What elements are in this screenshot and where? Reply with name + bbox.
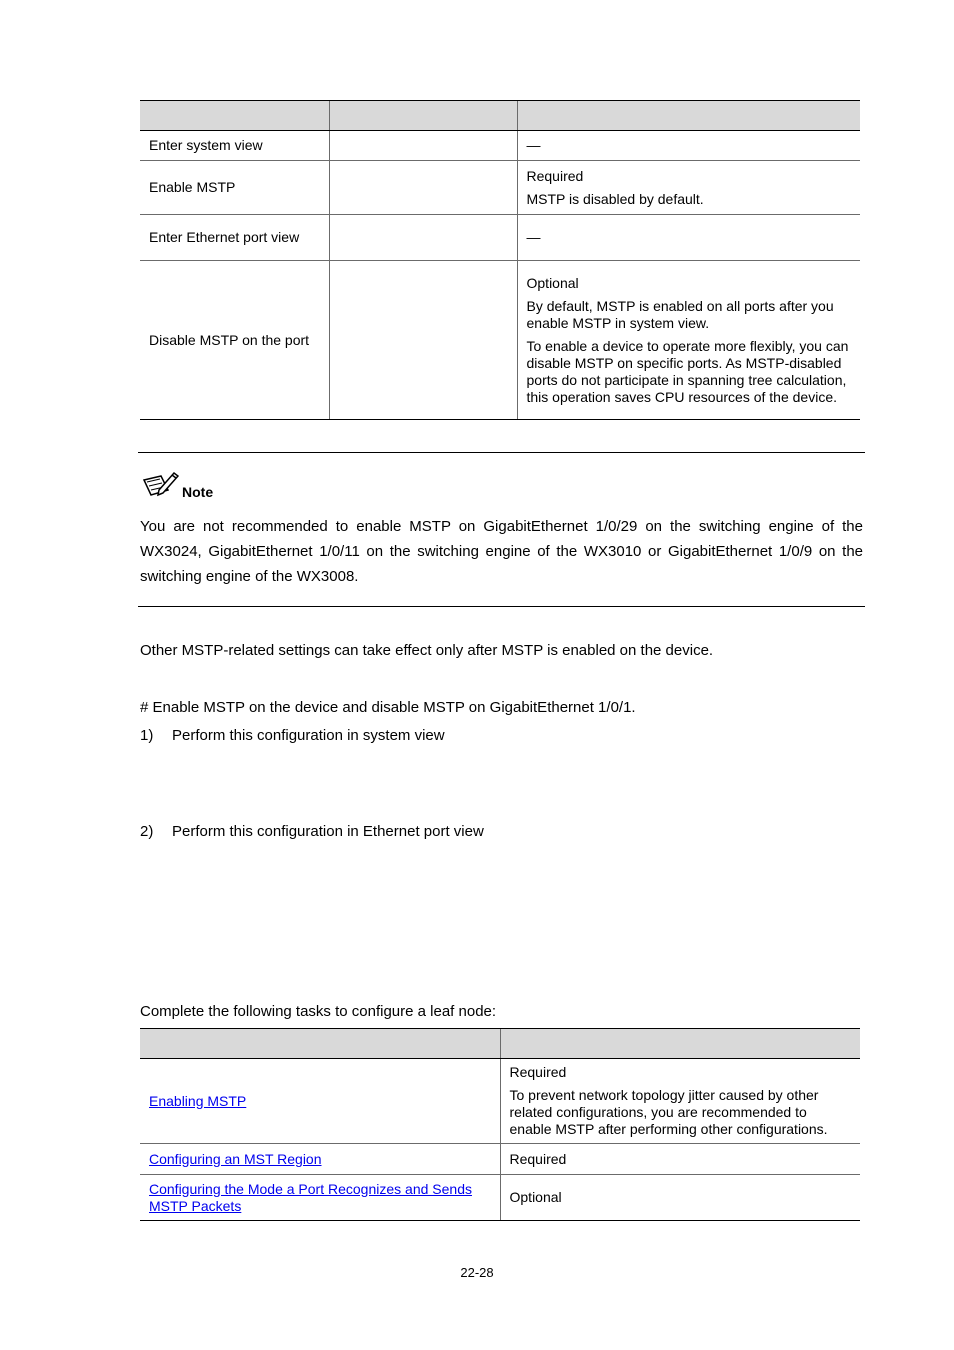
remark-text: —	[526, 229, 541, 245]
remark-text: To prevent network topology jitter caused by other related configurations, you are recommended to enable MSTP after performing other configurations.	[509, 1087, 828, 1137]
note-text: You are not recommended to enable MSTP on GigabitEthernet 1/0/29 on the switching engine of the WX3024, GigabitEthernet 1/0/11 on the switching engine of the WX3010 or GigabitEthernet 1/0/9 on the switching engine of the WX3008.	[140, 518, 863, 585]
table-row	[140, 215, 860, 261]
remark-text: To enable a device to operate more flexibly, you can disable MSTP on specific ports. As MSTP-disabled ports do not participate in spanning tree calculation, this operation saves CPU resources of the device.	[526, 337, 849, 405]
step-number: 1)	[140, 727, 154, 744]
remark-text: By default, MSTP is enabled on all ports after you enable MSTP in system view.	[526, 297, 834, 331]
operation-cell: Enable MSTP	[140, 161, 329, 215]
task-cell	[140, 1144, 500, 1175]
leaf-node-task-table	[140, 1028, 860, 1221]
note-bottom-rule	[138, 606, 865, 607]
table-header-row	[140, 101, 860, 131]
step-number: 2)	[140, 823, 154, 840]
remark-text: Required	[526, 167, 584, 184]
mstp-config-table	[140, 100, 860, 420]
remark-text: Optional	[526, 274, 579, 291]
operation-cell: Disable MSTP on the port	[140, 261, 329, 420]
remarks-cell	[517, 215, 860, 261]
header-remarks	[500, 1029, 860, 1059]
table-row	[140, 161, 860, 215]
remarks-cell	[517, 161, 860, 215]
header-command	[329, 101, 517, 131]
remarks-cell	[500, 1059, 860, 1144]
remarks-cell	[517, 261, 860, 420]
step-text: Perform this configuration in Ethernet port view	[172, 823, 484, 840]
table-header-row	[140, 1029, 860, 1059]
note-label: Note	[182, 484, 214, 500]
table-row	[140, 1175, 860, 1221]
note-top-rule	[138, 452, 865, 453]
table-row	[140, 1059, 860, 1144]
command-cell	[329, 161, 517, 215]
body-paragraph: Complete the following tasks to configure a leaf node:	[140, 1003, 497, 1020]
remarks-cell	[500, 1144, 860, 1175]
remark-text: Optional	[509, 1189, 562, 1205]
remark-text: Required	[509, 1150, 567, 1167]
operation-cell: Enter Ethernet port view	[140, 215, 329, 261]
task-cell	[140, 1059, 500, 1144]
table-row	[140, 1144, 860, 1175]
header-task	[140, 1029, 500, 1059]
remarks-cell	[500, 1175, 860, 1221]
body-paragraph: Other MSTP-related settings can take effect only after MSTP is enabled on the device.	[140, 642, 714, 659]
task-cell	[140, 1175, 500, 1221]
remarks-cell	[517, 131, 860, 161]
header-operation	[140, 101, 329, 131]
operation-cell: Enter system view	[140, 131, 329, 161]
remark-text: MSTP is disabled by default.	[526, 190, 704, 207]
step-2	[140, 822, 484, 842]
remark-text: Required	[509, 1064, 567, 1080]
table-row	[140, 131, 860, 161]
step-1	[140, 726, 445, 746]
table-row	[140, 261, 860, 420]
link-configuring-port-mode[interactable]: Configuring the Mode a Port Recognizes and Sends MSTP Packets	[149, 1180, 472, 1214]
command-cell	[329, 261, 517, 420]
link-configuring-mst-region[interactable]: Configuring an MST Region	[149, 1150, 322, 1167]
step-text: Perform this configuration in system view	[172, 727, 445, 744]
command-cell	[329, 131, 517, 161]
page-number: 22-28	[460, 1265, 494, 1280]
link-enabling-mstp[interactable]: Enabling MSTP	[149, 1092, 247, 1109]
note-pencil-icon	[141, 470, 179, 500]
header-remarks	[517, 101, 860, 131]
command-cell	[329, 215, 517, 261]
remark-text: —	[526, 137, 541, 153]
example-heading: # Enable MSTP on the device and disable MSTP on GigabitEthernet 1/0/1.	[140, 699, 636, 716]
